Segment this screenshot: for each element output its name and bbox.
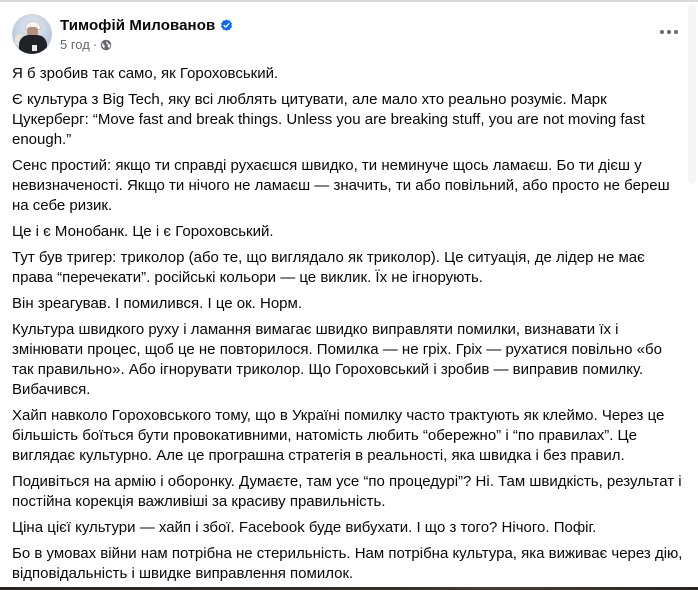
post-paragraph: Хайп навколо Гороховського тому, що в Україні помилку часто трактують як клеймо. Через це більшість боїться бути провокативними, натомість любить “обережно” і “по правилах”. Це виглядає культурно. Але це програшна стратегія в реальності, яка швидка і без правил. xyxy=(12,407,665,464)
more-dot-icon xyxy=(674,30,678,34)
post-paragraph: Культура швидкого руху і ламання вимагає швидко виправляти помилки, визнавати їх і змінювати процес, щоб це не повторилося. Помилка — не гріх. Гріх — рухатися повільно «бо так правильно». Або ігнорувати триколор. Що Гороховський і зробив — виправив помилку. Вибачився. xyxy=(12,321,662,398)
author-block xyxy=(60,15,233,54)
post-paragraph: Сенс простий: якщо ти справді рухаєшся швидко, ти неминуче щось ламаєш. Бо ти дієш у невизначеності. Якщо ти нічого не ламаєш — значить, ти або повільний, або просто не береш на себе ризик. xyxy=(12,157,670,214)
post-body xyxy=(12,64,684,590)
author-avatar[interactable] xyxy=(12,14,52,54)
post-header xyxy=(12,13,686,55)
post-paragraph: Він зреагував. І помилився. І це ок. Норм. xyxy=(12,295,302,312)
post-paragraph: Подивіться на армію і оборонку. Думаєте, там усе “по процедурі”? Ні. Там швидкість, результат і постійна корекція важливіші за красиву правильність. xyxy=(12,473,682,510)
post-paragraph: Тут був тригер: триколор (або те, що виглядало як триколор). Це ситуація, де лідер не має права “перечекати”. російські кольори — це виклик. Їх не ігнорують. xyxy=(12,249,645,286)
globe-icon[interactable] xyxy=(100,39,112,51)
verified-badge-icon xyxy=(220,19,233,32)
post-meta xyxy=(60,36,233,54)
scrollbar-track[interactable] xyxy=(688,4,696,184)
author-row xyxy=(60,15,233,36)
top-divider xyxy=(0,0,698,2)
post-paragraph: Бо в умовах війни нам потрібна не стерильність. Нам потрібна культура, яка виживає через дію, відповідальність і швидке виправлення помилок. xyxy=(12,545,683,582)
more-dot-icon xyxy=(660,30,664,34)
post-paragraph: Ціна цієї культури — хайп і збої. Facebook буде вибухати. І що з того? Нічого. Пофіг. xyxy=(12,519,597,536)
post-options-button[interactable] xyxy=(656,22,682,42)
avatar-badge-shape xyxy=(32,45,37,51)
author-name[interactable]: Тимофій Милованов xyxy=(60,16,216,34)
more-dot-icon xyxy=(667,30,671,34)
meta-separator: · xyxy=(92,37,98,52)
post-paragraph: Це і є Монобанк. Це і є Гороховський. xyxy=(12,223,274,240)
post-paragraph: Є культура з Big Tech, яку всі люблять цитувати, але мало хто реально розуміє. Марк Цукерберг: “Move fast and break things. Unless you are breaking stuff, you are not moving fast enough.” xyxy=(12,91,645,148)
post-paragraph: Я б зробив так само, як Гороховський. xyxy=(12,65,279,82)
post-timestamp[interactable]: 5 год xyxy=(60,37,90,52)
